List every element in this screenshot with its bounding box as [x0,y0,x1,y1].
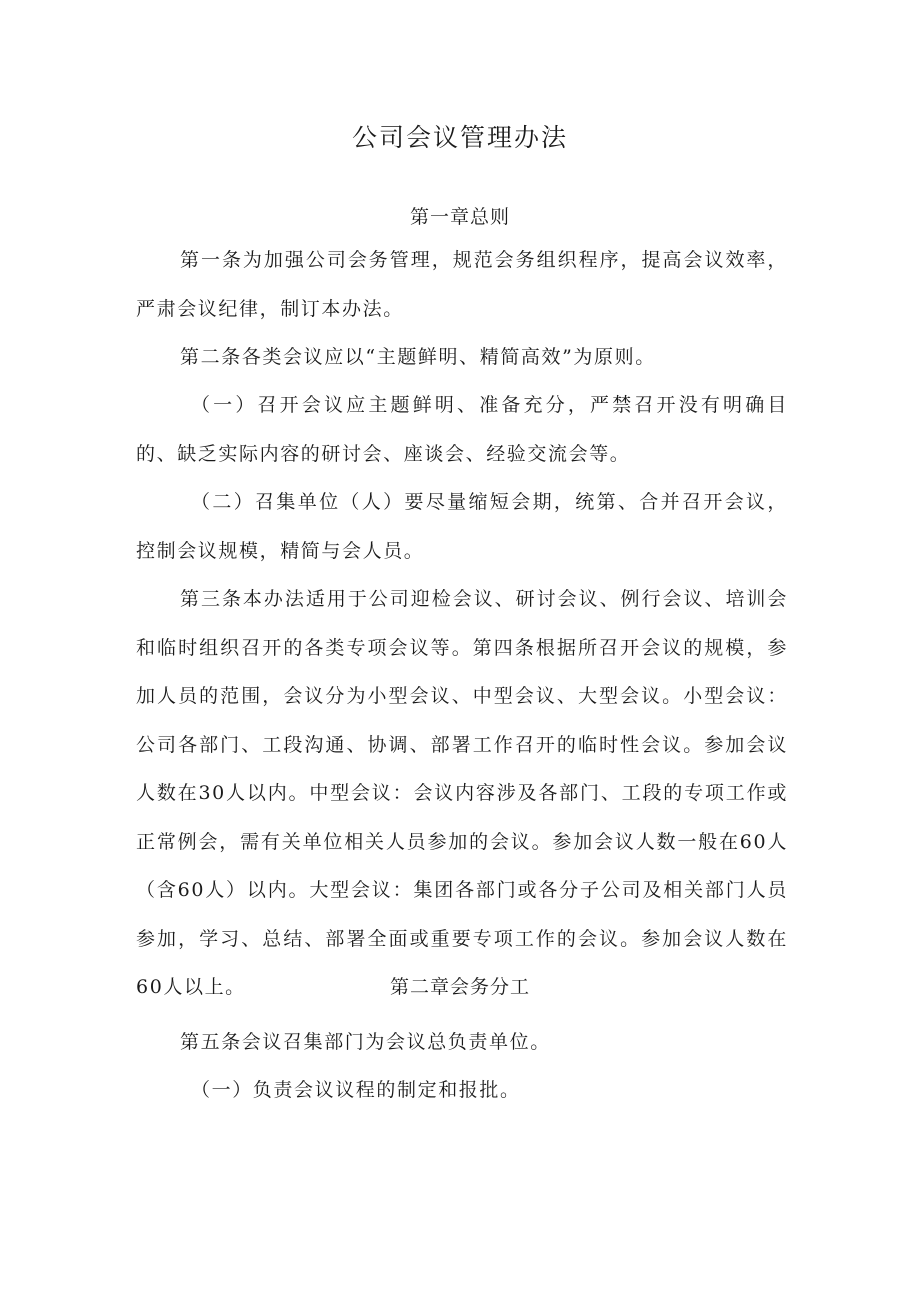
article-2-item-2: （二）召集单位（人）要尽量缩短会期，统第、合并召开会议，控制会议规模，精简与会人员。 [136,491,788,562]
chapter-heading-2: 第二章会务分工 [389,976,530,998]
article-3-4-paragraph: 第三条本办法适用于公司迎检会议、研讨会议、例行会议、培训会和临时组织召开的各类专项会议等。第四条根据所召开会议的规模，参加人员的范围，会议分为小型会议、中型会议、大型会议。小型会议：公司各部门、工段沟通、协调、部署工作召开的临时性会议。参加会议人数在30人以内。中型会议：会议内容涉及各部门、工段的专项工作或正常例会，需有关单位相关人员参加的会议。参加会议人数一般在60人（含60人）以内。大型会议：集团各部门或各分子公司及相关部门人员参加，学习、总结、部署全面或重要专项工作的会议。参加会议人数在60人以上。 [136,588,788,998]
article-2-paragraph: 第二条各类会议应以“主题鲜明、精简高效”为原则。 [180,346,656,368]
article-1-paragraph: 第一条为加强公司会务管理，规范会务组织程序，提高会议效率，严肃会议纪律，制订本办法。 [136,249,788,320]
article-5-item-1: （一）负责会议议程的制定和报批。 [191,1079,521,1101]
chapter-heading-1: 第一章总则 [409,206,510,228]
article-2-item-1: （一）召开会议应主题鲜明、准备充分，严禁召开没有明确目的、缺乏实际内容的研讨会、座谈会、经验交流会等。 [136,394,788,465]
article-5-paragraph: 第五条会议召集部门为会议总负责单位。 [180,1031,551,1053]
document-title: 公司会议管理办法 [351,123,568,152]
